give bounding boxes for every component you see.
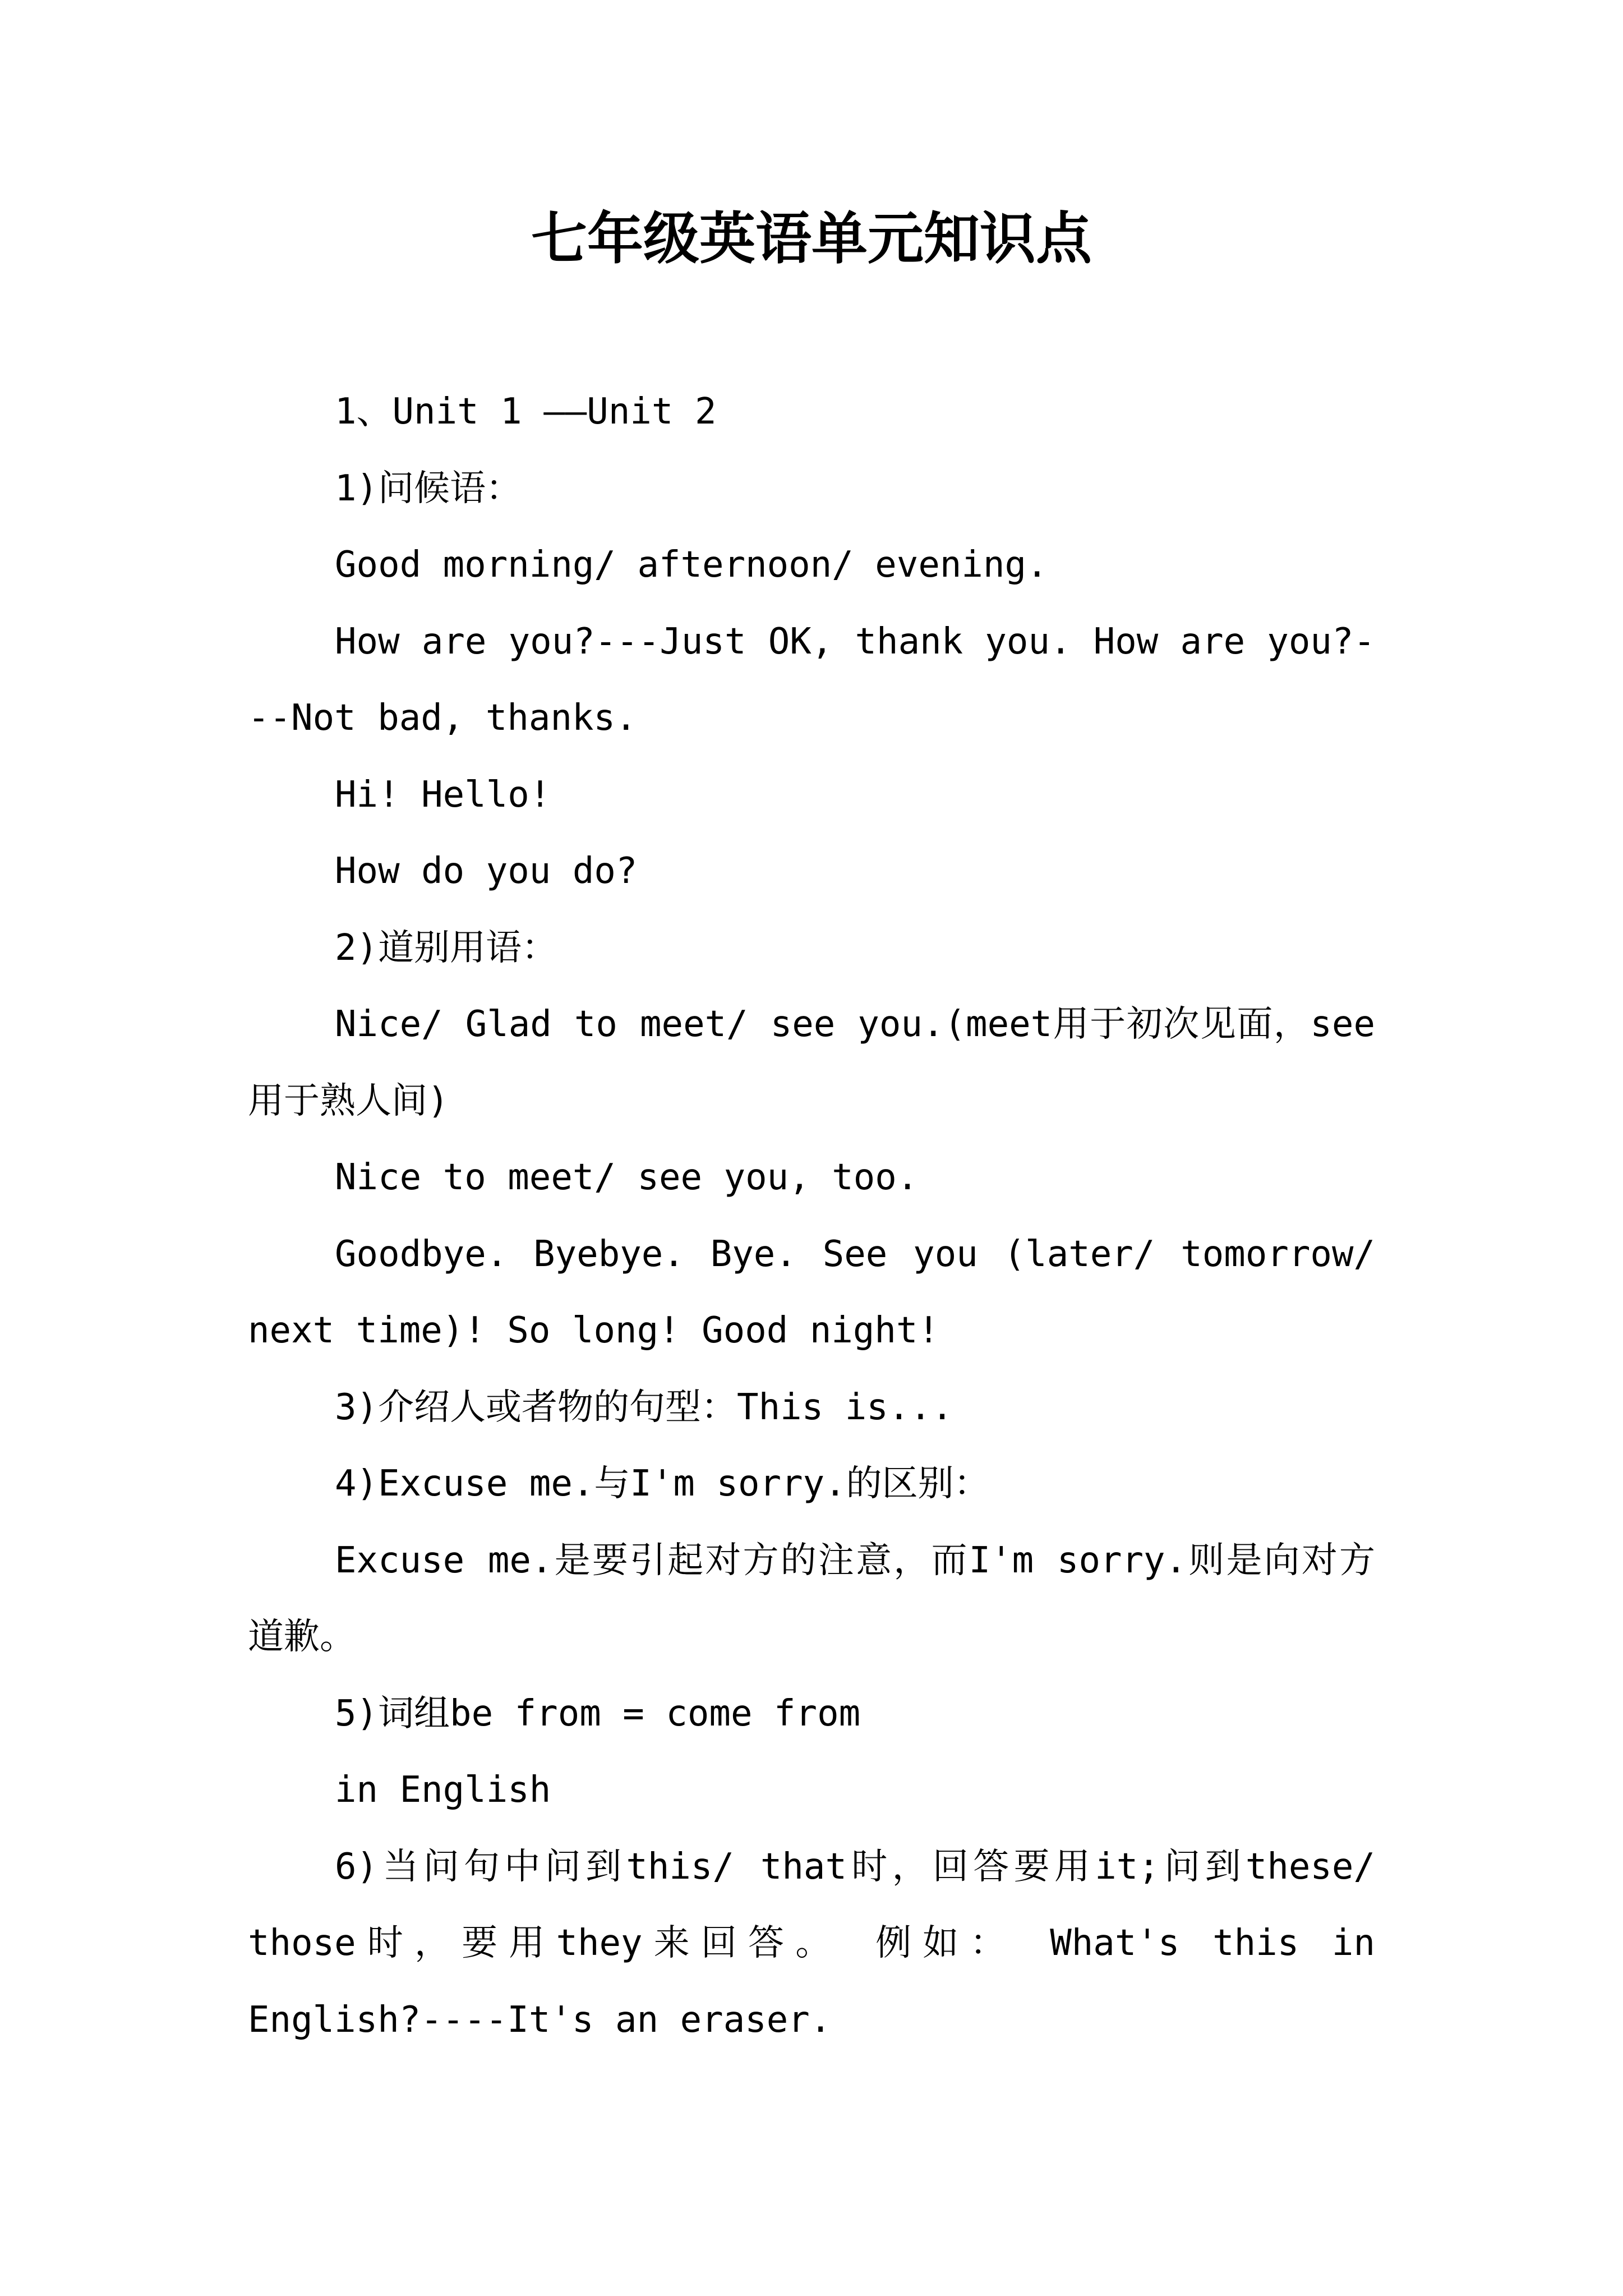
document-title: 七年级英语单元知识点 [531,205,1092,272]
paragraph: Goodbye. Byebye. Bye. See you (later/ tomorrow/ next time)! So long! Good night! [248,1233,1375,1351]
subheading-greetings: 1)问候语： [335,467,522,509]
subheading-introductions: 3)介绍人或者物的句型：This is... [335,1386,953,1428]
paragraph: Nice/ Glad to meet/ see you.(meet用于初次见面，see用于熟人间) [248,1004,1375,1122]
subheading-phrases: 5)词组be from = come from [335,1692,861,1734]
paragraph: How do you do? [335,850,638,892]
paragraph: How are you?---Just OK, thank you. How are you?---Not bad, thanks. [248,620,1375,739]
subheading-this-that-these-those: 6)当问句中问到this/ that时，回答要用it;问到these/ those时，要用they来回答。 例如： What's this in English?----It's an eraser. [248,1846,1375,2041]
subheading-excuse-me-vs-sorry: 4)Excuse me.与I'm sorry.的区别： [335,1463,990,1504]
paragraph: in English [335,1769,551,1811]
document-body [248,374,1375,2058]
section-heading-unit1-unit2: 1、Unit 1 ——Unit 2 [335,391,717,432]
paragraph: Excuse me.是要引起对方的注意，而I'm sorry.则是向对方道歉。 [248,1539,1375,1658]
paragraph: Good morning/ afternoon/ evening. [335,544,1048,586]
paragraph: Hi! Hello! [335,774,551,816]
paragraph: Nice to meet/ see you, too. [335,1157,919,1198]
subheading-farewells: 2)道别用语： [335,927,558,969]
